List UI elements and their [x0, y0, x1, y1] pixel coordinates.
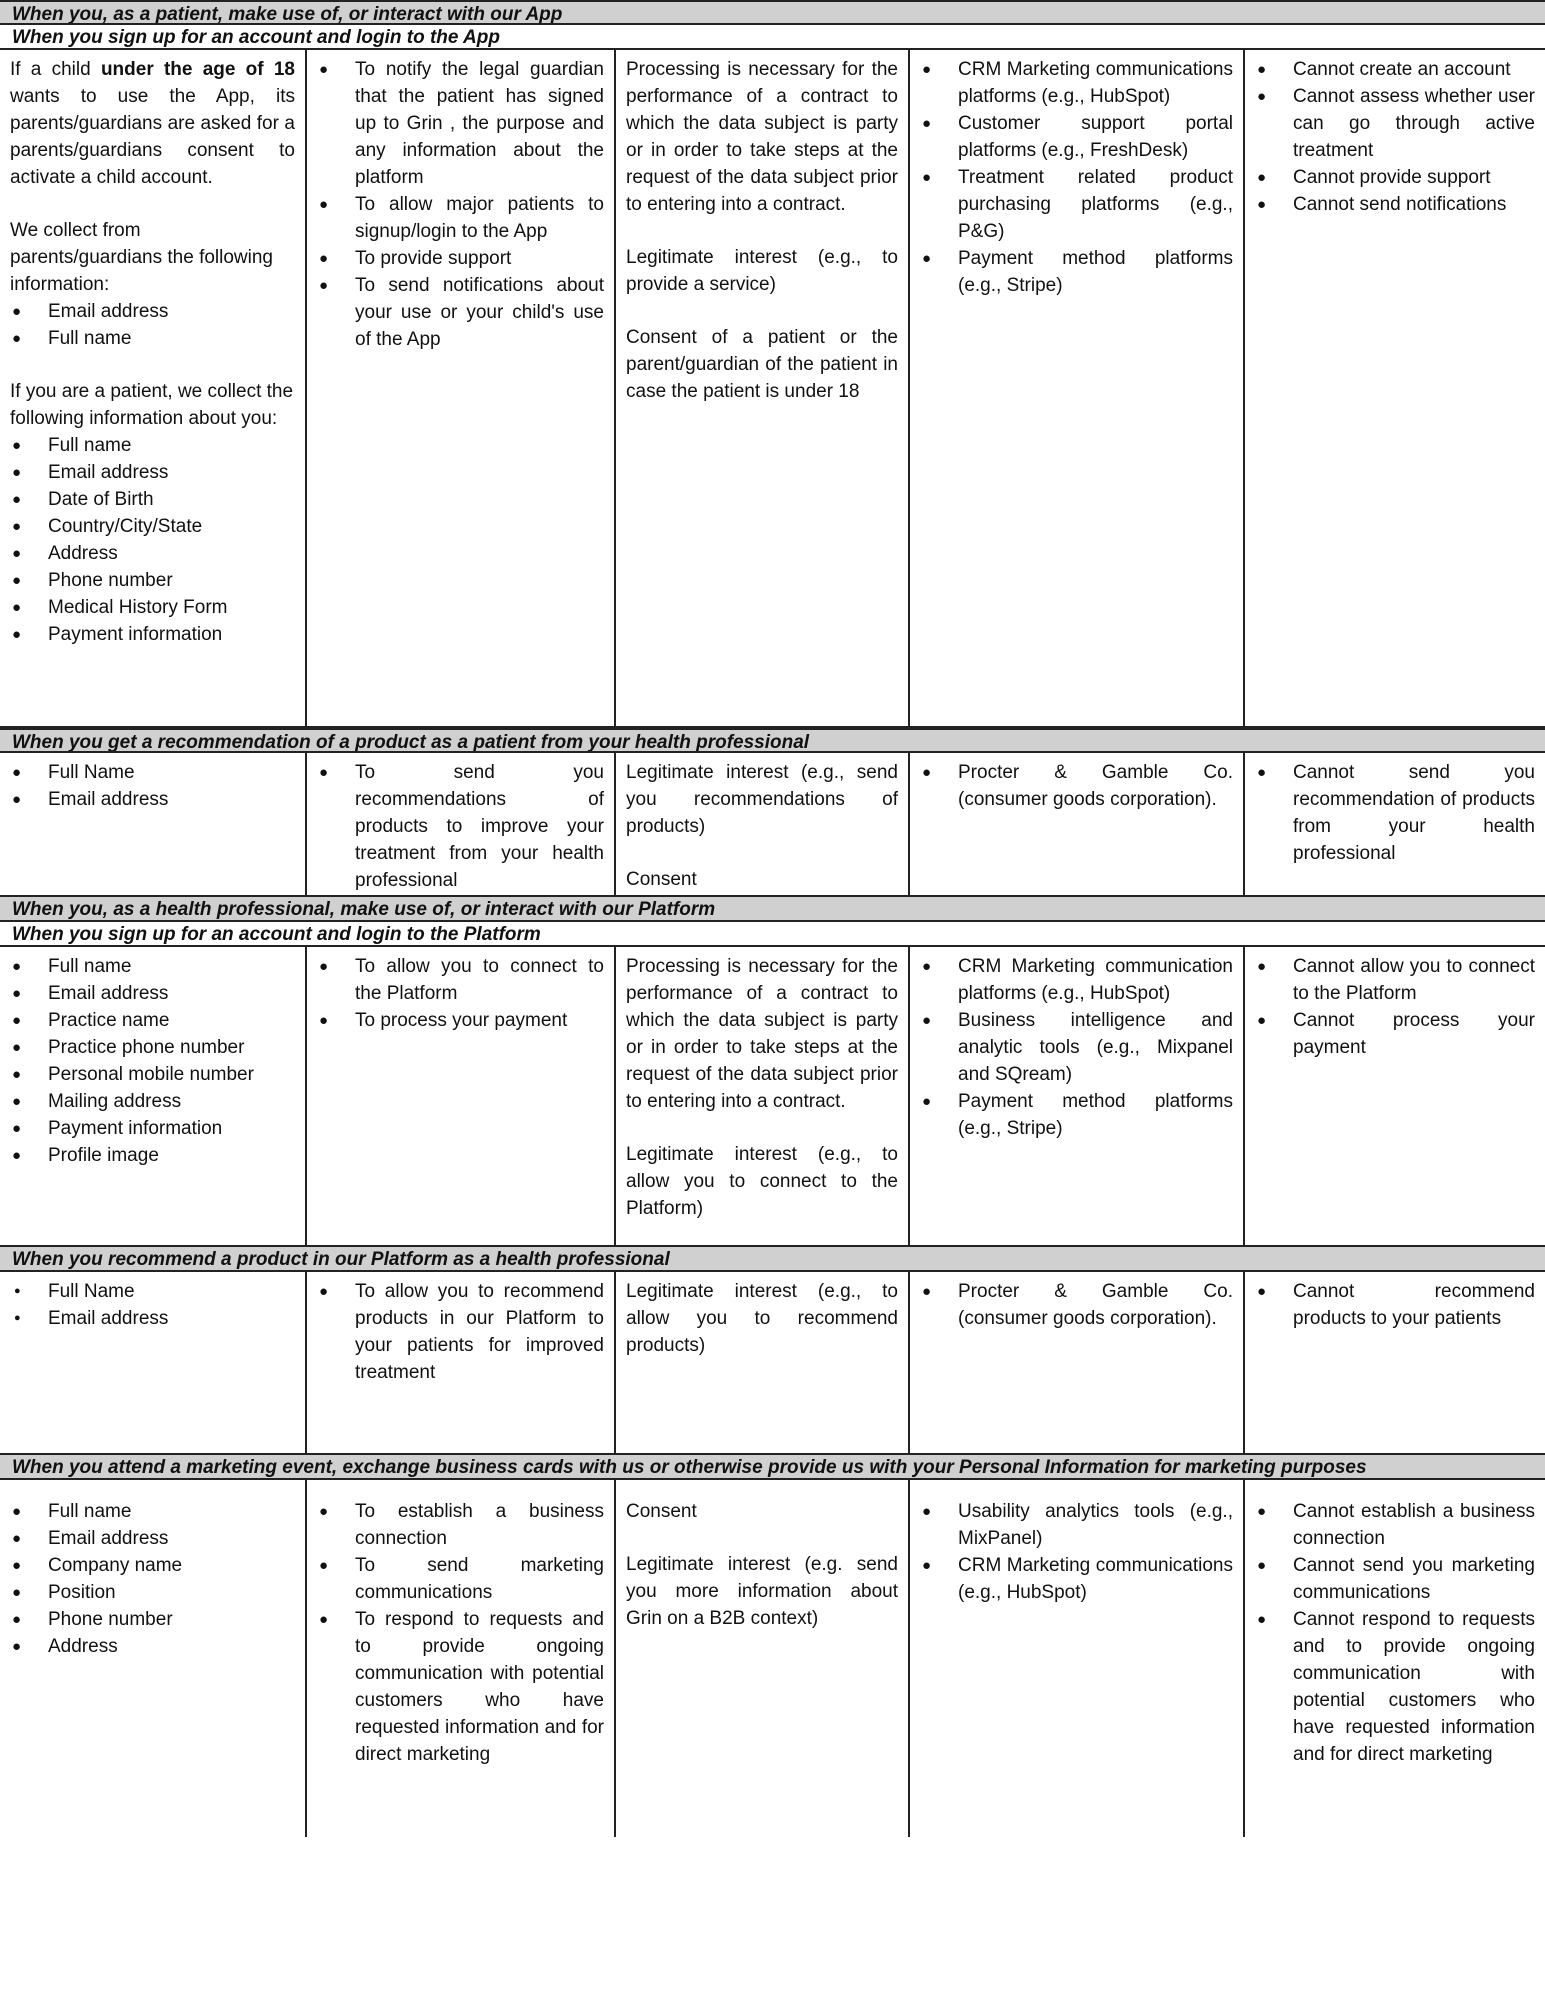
list-item: ● Medical History Form	[10, 594, 295, 621]
list-item: ● Position	[10, 1579, 295, 1606]
list-item: ● To allow major patients to signup/login to the App	[317, 191, 604, 245]
legal-basis-text: Processing is necessary for the performance of a contract to which the data subject is party or in order to take steps at the request of the data subject prior to entering into a contract.	[626, 956, 898, 1112]
info-list	[10, 1278, 295, 1332]
list-item: ● Payment method platforms (e.g., Stripe)	[920, 1088, 1233, 1142]
guardian-intro-text: We collect from parents/guardians the following information:	[10, 220, 274, 295]
legal-basis-text: Consent	[626, 869, 697, 890]
legal-basis-text: Processing is necessary for the performance of a contract to which the data subject is party or in order to take steps at the request of the data subject prior to entering into a contract.	[626, 59, 898, 215]
table-row-marketing	[0, 1480, 1545, 1837]
subsection-heading-patient-signup: When you sign up for an account and login to the App	[0, 25, 1545, 50]
list-item: ● Cannot allow you to connect to the Platform	[1255, 953, 1535, 1007]
legal-basis-cell	[616, 753, 910, 895]
list-item: ● Company name	[10, 1552, 295, 1579]
list-item: ● CRM Marketing communications platforms (e.g., HubSpot)	[920, 56, 1233, 110]
consequences-cell	[1245, 947, 1545, 1245]
list-item: ● Cannot provide support	[1255, 164, 1535, 191]
list-item: ● Cannot process your payment	[1255, 1007, 1535, 1061]
list-item: ● Procter & Gamble Co. (consumer goods corporation).	[920, 759, 1233, 813]
info-collected-cell	[0, 753, 307, 895]
third-parties-list	[920, 759, 1233, 813]
info-collected-cell	[0, 1272, 307, 1453]
info-list	[10, 953, 295, 1169]
list-item: ● Cannot create an account	[1255, 56, 1535, 83]
list-item: ● Full name	[10, 325, 295, 352]
legal-basis-cell	[616, 947, 910, 1245]
list-item: ● Practice name	[10, 1007, 295, 1034]
third-parties-list	[920, 1498, 1233, 1606]
list-item: ● Email address	[10, 980, 295, 1007]
legal-basis-cell	[616, 50, 910, 726]
info-collected-cell	[0, 1480, 307, 1837]
consequences-list	[1255, 1278, 1535, 1332]
list-item: ● Country/City/State	[10, 513, 295, 540]
third-parties-cell	[910, 947, 1245, 1245]
third-parties-list	[920, 953, 1233, 1142]
list-item: ● To send notifications about your use or your child's use of the App	[317, 272, 604, 353]
purpose-list	[317, 759, 604, 894]
consequences-cell	[1245, 1272, 1545, 1453]
list-item: ● CRM Marketing communications (e.g., HubSpot)	[920, 1552, 1233, 1606]
purpose-list	[317, 56, 604, 353]
list-item: ● Email address	[10, 1525, 295, 1552]
list-item: ● Treatment related product purchasing platforms (e.g., P&G)	[920, 164, 1233, 245]
list-item: ● To provide support	[317, 245, 604, 272]
consequences-cell	[1245, 1480, 1545, 1837]
legal-basis-text: Legitimate interest (e.g., send you recommendations of products)	[626, 762, 898, 837]
list-item: ● Full Name	[10, 759, 295, 786]
list-item: ● Cannot assess whether user can go through active treatment	[1255, 83, 1535, 164]
purpose-cell	[307, 1480, 616, 1837]
legal-basis-text: Legitimate interest (e.g., to allow you to recommend products)	[626, 1281, 898, 1356]
list-item: ● Cannot respond to requests and to provide ongoing communication with potential customers who have requested information and for direct marketing	[1255, 1606, 1535, 1768]
list-item: ● To allow you to recommend products in our Platform to your patients for improved treatment	[317, 1278, 604, 1386]
list-item: ● Profile image	[10, 1142, 295, 1169]
list-item: ● Practice phone number	[10, 1034, 295, 1061]
list-item: ● Date of Birth	[10, 486, 295, 513]
third-parties-cell	[910, 1480, 1245, 1837]
purpose-cell	[307, 753, 616, 895]
list-item: ● To send marketing communications	[317, 1552, 604, 1606]
list-item: ● Cannot send notifications	[1255, 191, 1535, 218]
table-row-professional-recommend	[0, 1272, 1545, 1455]
third-parties-list	[920, 56, 1233, 299]
subsection-heading-professional-recommend: When you recommend a product in our Platform as a health professional	[0, 1247, 1545, 1272]
list-item: ● CRM Marketing communication platforms (e.g., HubSpot)	[920, 953, 1233, 1007]
purpose-cell	[307, 50, 616, 726]
list-item: ● Procter & Gamble Co. (consumer goods corporation).	[920, 1278, 1233, 1332]
list-item: ● To respond to requests and to provide ongoing communication with potential customers who have requested information and for direct marketing	[317, 1606, 604, 1768]
list-item: ● Email address	[10, 1305, 295, 1332]
legal-basis-text: Consent of a patient or the parent/guardian of the patient in case the patient is under 18	[626, 327, 898, 402]
list-item: ● Payment method platforms (e.g., Stripe)	[920, 245, 1233, 299]
legal-basis-text: Legitimate interest (e.g., to provide a service)	[626, 247, 898, 295]
patient-intro-text: If you are a patient, we collect the following information about you:	[10, 381, 294, 429]
list-item: ● Cannot establish a business connection	[1255, 1498, 1535, 1552]
list-item: ● Cannot recommend products to your patients	[1255, 1278, 1535, 1332]
section-heading-patient: When you, as a patient, make use of, or interact with our App	[0, 0, 1545, 25]
subsection-heading-professional-signup: When you sign up for an account and login to the Platform	[0, 922, 1545, 947]
legal-basis-text: Legitimate interest (e.g. send you more information about Grin on a B2B context)	[626, 1554, 898, 1629]
info-list	[10, 1498, 295, 1660]
list-item: ● Full Name	[10, 1278, 295, 1305]
patient-info-list	[10, 432, 295, 648]
list-item: ● To allow you to connect to the Platform	[317, 953, 604, 1007]
consequences-list	[1255, 56, 1535, 218]
list-item: ● To notify the legal guardian that the patient has signed up to Grin , the purpose and any information about the platform	[317, 56, 604, 191]
list-item: ● Email address	[10, 298, 295, 325]
list-item: ● Usability analytics tools (e.g., MixPanel)	[920, 1498, 1233, 1552]
list-item: ● Payment information	[10, 1115, 295, 1142]
list-item: ● Customer support portal platforms (e.g., FreshDesk)	[920, 110, 1233, 164]
list-item: ● To establish a business connection	[317, 1498, 604, 1552]
list-item: ● Address	[10, 540, 295, 567]
list-item: ● Full name	[10, 432, 295, 459]
section-heading-professional: When you, as a health professional, make use of, or interact with our Platform	[0, 897, 1545, 922]
consequences-list	[1255, 1498, 1535, 1768]
list-item: ● Business intelligence and analytic tools (e.g., Mixpanel and SQream)	[920, 1007, 1233, 1088]
consequences-list	[1255, 759, 1535, 867]
list-item: ● To process your payment	[317, 1007, 604, 1034]
table-row-patient-recommendation	[0, 753, 1545, 897]
purpose-cell	[307, 1272, 616, 1453]
child-consent-text: If a child under the age of 18 wants to use the App, its parents/guardians are asked for a parents/guardians consent to activate a child account.	[10, 59, 295, 188]
purpose-list	[317, 1498, 604, 1768]
guardian-info-list	[10, 298, 295, 352]
list-item: ● Phone number	[10, 567, 295, 594]
legal-basis-text: Legitimate interest (e.g., to allow you to connect to the Platform)	[626, 1144, 898, 1219]
list-item: ● To send you recommendations of products to improve your treatment from your health professional	[317, 759, 604, 894]
consequences-list	[1255, 953, 1535, 1061]
third-parties-cell	[910, 753, 1245, 895]
list-item: ● Cannot send you marketing communications	[1255, 1552, 1535, 1606]
info-collected-cell	[0, 947, 307, 1245]
list-item: ● Payment information	[10, 621, 295, 648]
list-item: ● Address	[10, 1633, 295, 1660]
legal-basis-text: Consent	[626, 1501, 697, 1522]
purpose-list	[317, 953, 604, 1034]
purpose-list	[317, 1278, 604, 1386]
list-item: ● Phone number	[10, 1606, 295, 1633]
list-item: ● Mailing address	[10, 1088, 295, 1115]
purpose-cell	[307, 947, 616, 1245]
list-item: ● Personal mobile number	[10, 1061, 295, 1088]
info-collected-cell	[0, 50, 307, 726]
third-parties-cell	[910, 1272, 1245, 1453]
table-row-patient-signup	[0, 50, 1545, 728]
legal-basis-cell	[616, 1272, 910, 1453]
consequences-cell	[1245, 50, 1545, 726]
list-item: ● Cannot send you recommendation of products from your health professional	[1255, 759, 1535, 867]
list-item: ● Email address	[10, 459, 295, 486]
list-item: ● Email address	[10, 786, 295, 813]
list-item: ● Full name	[10, 1498, 295, 1525]
third-parties-list	[920, 1278, 1233, 1332]
subsection-heading-patient-recommendation: When you get a recommendation of a product as a patient from your health professional	[0, 728, 1545, 753]
consequences-cell	[1245, 753, 1545, 895]
info-list	[10, 759, 295, 813]
legal-basis-cell	[616, 1480, 910, 1837]
third-parties-cell	[910, 50, 1245, 726]
table-row-professional-signup	[0, 947, 1545, 1247]
list-item: ● Full name	[10, 953, 295, 980]
section-heading-marketing: When you attend a marketing event, exchange business cards with us or otherwise provide us with your Personal Information for marketing purposes	[0, 1455, 1545, 1480]
